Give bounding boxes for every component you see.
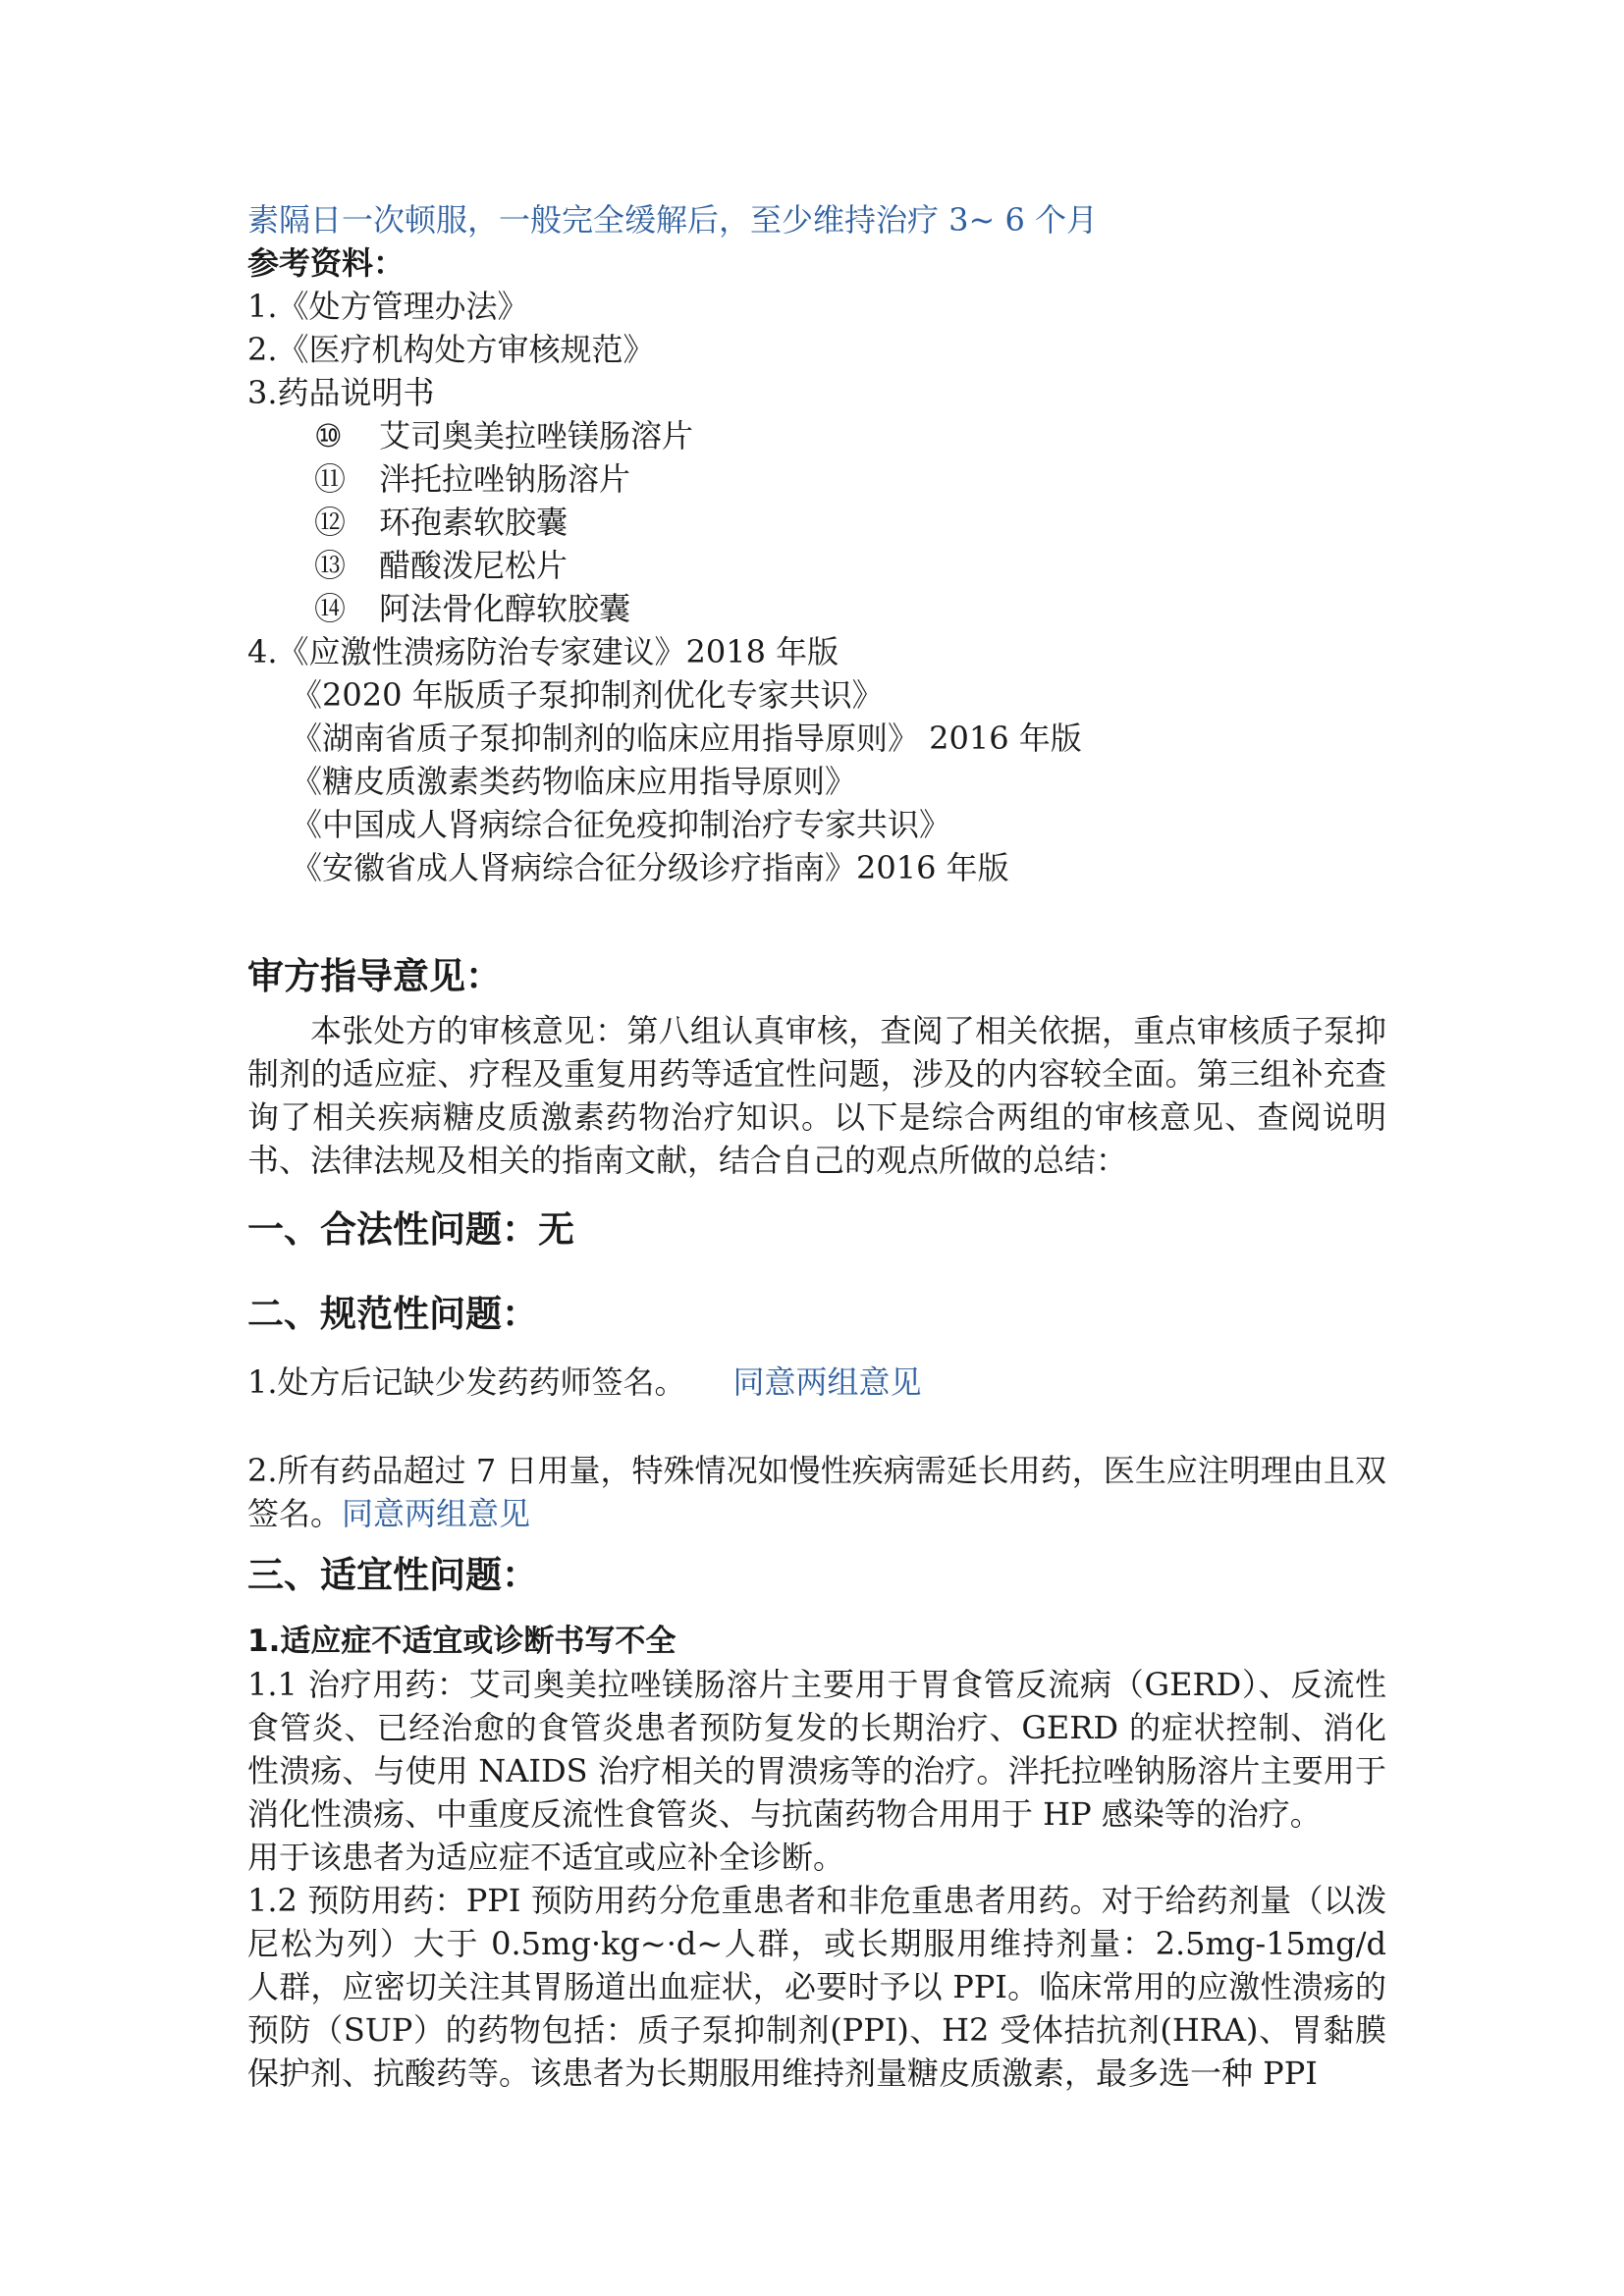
drug-number: ⑩ [314,417,343,454]
drug-number: ⑬ [314,547,347,584]
drug-number: ⑪ [314,460,347,498]
drug-name: 泮托拉唑钠肠溶片 [379,460,631,498]
drug-name: 艾司奥美拉唑镁肠溶片 [379,417,694,454]
drug-item [314,544,1453,587]
section2-item [247,1449,1386,1535]
agreement-comment: 同意两组意见 [732,1363,922,1401]
drug-item [314,457,1453,501]
section3-paragraph: 1.2 预防用药：PPI 预防用药分危重患者和非危重患者用药。对于给药剂量（以泼尼松为列）大于 0.5mg·kg~·d~人群，或长期服用维持剂量：2.5mg-15mg/d 人群，应密切关注其胃肠道出血症状，必要时予以 PPI。临床常用的应激性溃疡的预防（SUP）的药物包括：质子泵抑制剂(PPI)、H2 受体拮抗剂(HRA)、胃黏膜保护剂、抗酸药等。该患者为长期服用维持剂量糖皮质激素，最多选一种 PPI [247,1882,1386,2092]
drug-name: 环孢素软胶囊 [379,504,568,541]
section3-paragraph-tail: 用于该患者为适应症不适宜或应补全诊断。 [247,1839,845,1876]
section1-title: 一、合法性问题：无 [247,1207,574,1251]
guidance-paragraph: 本张处方的审核意见：第八组认真审核，查阅了相关依据，重点审核质子泵抑制剂的适应症、疗程及重复用药等适宜性问题，涉及的内容较全面。第三组补充查询了相关疾病糖皮质激素药物治疗知识。以下是综合两组的审核意见、查阅说明书、法律法规及相关的指南文献，结合自己的观点所做的总结： [247,1012,1386,1179]
guideline-item: 《湖南省质子泵抑制剂的临床应用指导原则》 2016 年版 [291,720,1082,757]
section2-item [247,1361,1386,1404]
guideline-item: 《2020 年版质子泵抑制剂优化专家共识》 [291,676,884,714]
section3-subtitle: 1.适应症不适宜或诊断书写不全 [247,1624,677,1659]
guideline-item: 《中国成人肾病综合征免疫抑制治疗专家共识》 [291,806,951,843]
guideline-item: 《安徽省成人肾病综合征分级诊疗指南》2016 年版 [291,849,1009,886]
guideline-item: 《糖皮质激素类药物临床应用指导原则》 [291,763,857,800]
agreement-comment: 同意两组意见 [342,1495,531,1532]
drug-name: 醋酸泼尼松片 [379,547,568,584]
section3-paragraph: 1.1 治疗用药：艾司奥美拉唑镁肠溶片主要用于胃食管反流病（GERD）、反流性食管炎、已经治愈的食管炎患者预防复发的长期治疗、GERD 的症状控制、消化性溃疡、与使用 NAIDS 治疗相关的胃溃疡等的治疗。泮托拉唑钠肠溶片主要用于消化性溃疡、中重度反流性食管炎、与抗菌药物合用用于 HP 感染等的治疗。 [247,1666,1386,1833]
section2-item-text: 1.处方后记缺少发药药师签名。 [247,1363,686,1401]
drug-item [314,501,1453,544]
top-line: 素隔日一次顿服，一般完全缓解后，至少维持治疗 3~ 6 个月 [247,201,1099,239]
section3-title: 三、适宜性问题： [247,1553,538,1596]
reference-item: 4.《应激性溃疡防治专家建议》2018 年版 [247,633,839,670]
section2-title: 二、规范性问题： [247,1292,538,1335]
references-title: 参考资料： [247,244,406,282]
drug-item [314,414,1453,457]
guidance-title: 审方指导意见： [247,954,502,997]
reference-item: 1.《处方管理办法》 [247,288,529,325]
drug-number: ⑭ [314,590,347,627]
drug-name: 阿法骨化醇软胶囊 [379,590,631,627]
reference-item: 2.《医疗机构处方审核规范》 [247,331,655,368]
drug-number: ⑫ [314,504,347,541]
reference-item: 3.药品说明书 [247,374,435,411]
drug-item [314,587,1453,630]
section2-item-text: 2.所有药品超过 7 日用量，特殊情况如慢性疾病需延长用药，医生应注明理由且双签名。 [247,1452,1386,1532]
